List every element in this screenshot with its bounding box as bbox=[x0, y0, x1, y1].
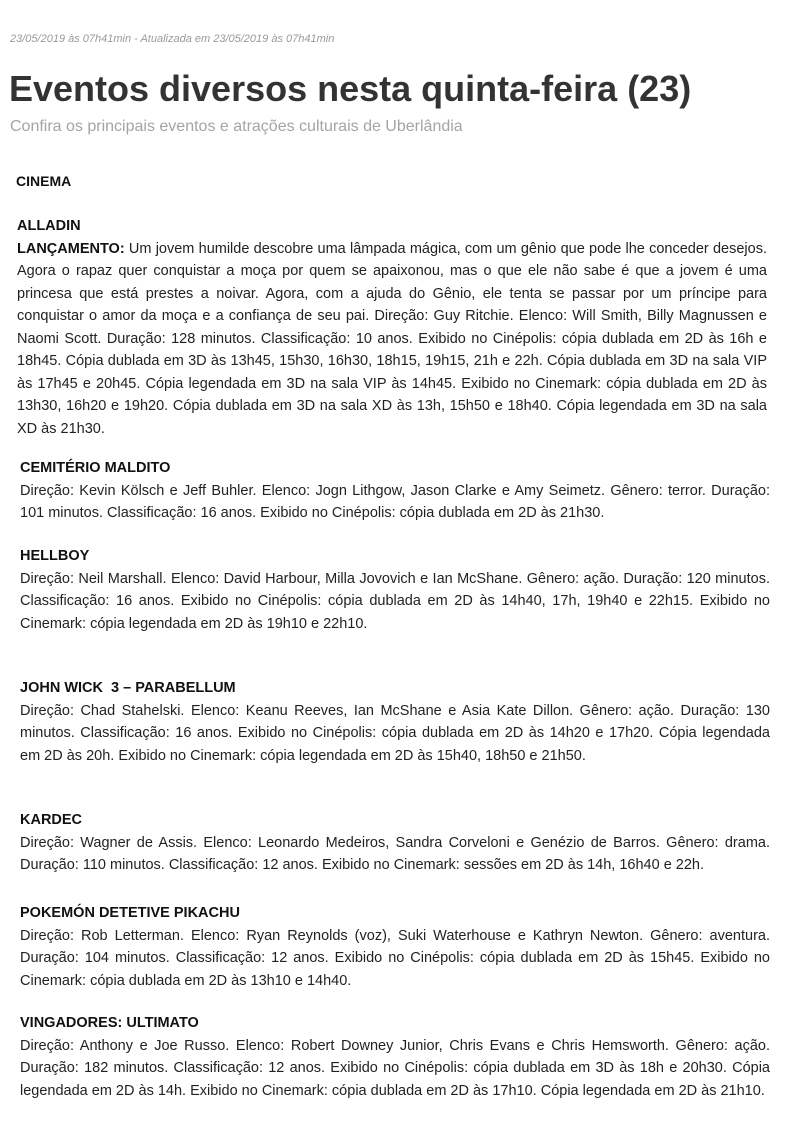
film-entry-cemiterio-maldito bbox=[20, 457, 770, 525]
film-title: HELLBOY bbox=[20, 548, 90, 564]
film-entry-hellboy bbox=[20, 545, 770, 635]
film-description bbox=[17, 238, 767, 441]
film-description: Direção: Wagner de Assis. Elenco: Leonardo Medeiros, Sandra Corveloni e Genézio de Barros. Gênero: drama. Duração: 110 minutos. Classificação: 12 anos. Exibido no Cinemark: sessões em 2D às 14h, 16h40 e 22h. bbox=[20, 834, 770, 873]
film-entry-alladin bbox=[17, 215, 767, 440]
film-description: Direção: Kevin Kölsch e Jeff Buhler. Elenco: Jogn Lithgow, Jason Clarke e Amy Seimetz. Gênero: terror. Duração: 101 minutos. Classificação: 16 anos. Exibido no Cinépolis: cópia dublada em 2D às 21h30. bbox=[20, 482, 770, 521]
film-description-text: Um jovem humilde descobre uma lâmpada mágica, com um gênio que pode lhe conceder desejos. Agora o rapaz quer conquistar a moça por quem se apaixonou, mas o que ele não sabe é que a jovem é uma princesa que está prestes a noivar. Agora, com a ajuda do Gênio, ele tenta se passar por um príncipe para conquistar o amor da moça e a confiança de seu pai. Direção: Guy Ritchie. Elenco: Will Smith, Billy Magnussen e Naomi Scott. Duração: 128 minutos. Classificação: 10 anos. Exibido no Cinépolis: cópia dublada em 2D às 16h e 18h45. Cópia dublada em 3D às 13h45, 15h30, 16h30, 18h15, 19h15, 21h e 22h. Cópia dublada em 3D na sala VIP às 17h45 e 20h45. Cópia legendada em 3D na sala VIP às 14h45. Exibido no Cinemark: cópia dublada em 2D às 13h30, 16h20 e 19h20. Cópia dublada em 3D na sala XD às 13h, 15h50 e 18h40. Cópia legendada em 3D na sala XD às 21h30. bbox=[17, 240, 767, 437]
film-title: ALLADIN bbox=[17, 218, 81, 234]
film-entry-john-wick-3 bbox=[20, 677, 770, 767]
article-title: Eventos diversos nesta quinta-feira (23) bbox=[9, 68, 692, 109]
film-title: VINGADORES: ULTIMATO bbox=[20, 1015, 199, 1031]
film-entry-vingadores-ultimato bbox=[20, 1012, 770, 1102]
film-title: CEMITÉRIO MALDITO bbox=[20, 460, 171, 476]
film-title: JOHN WICK 3 – PARABELLUM bbox=[20, 680, 236, 696]
film-description: Direção: Neil Marshall. Elenco: David Harbour, Milla Jovovich e Ian McShane. Gênero: ação. Duração: 120 minutos. Classificação: 16 anos. Exibido no Cinépolis: cópia dublada em 2D às 14h40, 17h, 19h40 e 22h15. Exibido no Cinemark: cópia legendada em 2D às 19h10 e 22h10. bbox=[20, 570, 770, 632]
film-title: KARDEC bbox=[20, 812, 83, 828]
film-description: Direção: Rob Letterman. Elenco: Ryan Reynolds (voz), Suki Waterhouse e Kathryn Newton. Gênero: aventura. Duração: 104 minutos. Classificação: 12 anos. Exibido no Cinépolis: cópia dublada em 2D às 15h45. Exibido no Cinemark: cópia dublada em 2D às 13h10 e 14h40. bbox=[20, 927, 770, 989]
film-entry-kardec bbox=[20, 809, 770, 877]
film-description: Direção: Anthony e Joe Russo. Elenco: Robert Downey Junior, Chris Evans e Chris Hemsworth. Gênero: ação. Duração: 182 minutos. Classificação: 12 anos. Exibido no Cinépolis: cópia dublada em 3D às 18h e 20h30. Cópia legendada em 2D às 14h. Exibido no Cinemark: cópia dublada em 2D às 17h10. Cópia legendada em 2D às 21h10. bbox=[20, 1037, 770, 1099]
film-lead-label: LANÇAMENTO: bbox=[17, 240, 125, 257]
film-entry-pokemon-detetive-pikachu bbox=[20, 902, 770, 992]
article-subtitle: Confira os principais eventos e atrações culturais de Uberlândia bbox=[10, 118, 463, 135]
section-heading-cinema: CINEMA bbox=[16, 173, 72, 189]
article-dateline: 23/05/2019 às 07h41min - Atualizada em 23/05/2019 às 07h41min bbox=[10, 33, 335, 45]
film-title: POKEMÓN DETETIVE PIKACHU bbox=[20, 905, 240, 921]
film-description: Direção: Chad Stahelski. Elenco: Keanu Reeves, Ian McShane e Asia Kate Dillon. Gênero: ação. Duração: 130 minutos. Classificação: 16 anos. Exibido no Cinépolis: cópia dublada em 2D às 14h20 e 17h20. Cópia legendada em 2D às 20h. Exibido no Cinemark: cópia legendada em 2D às 15h40, 18h50 e 21h50. bbox=[20, 702, 770, 764]
